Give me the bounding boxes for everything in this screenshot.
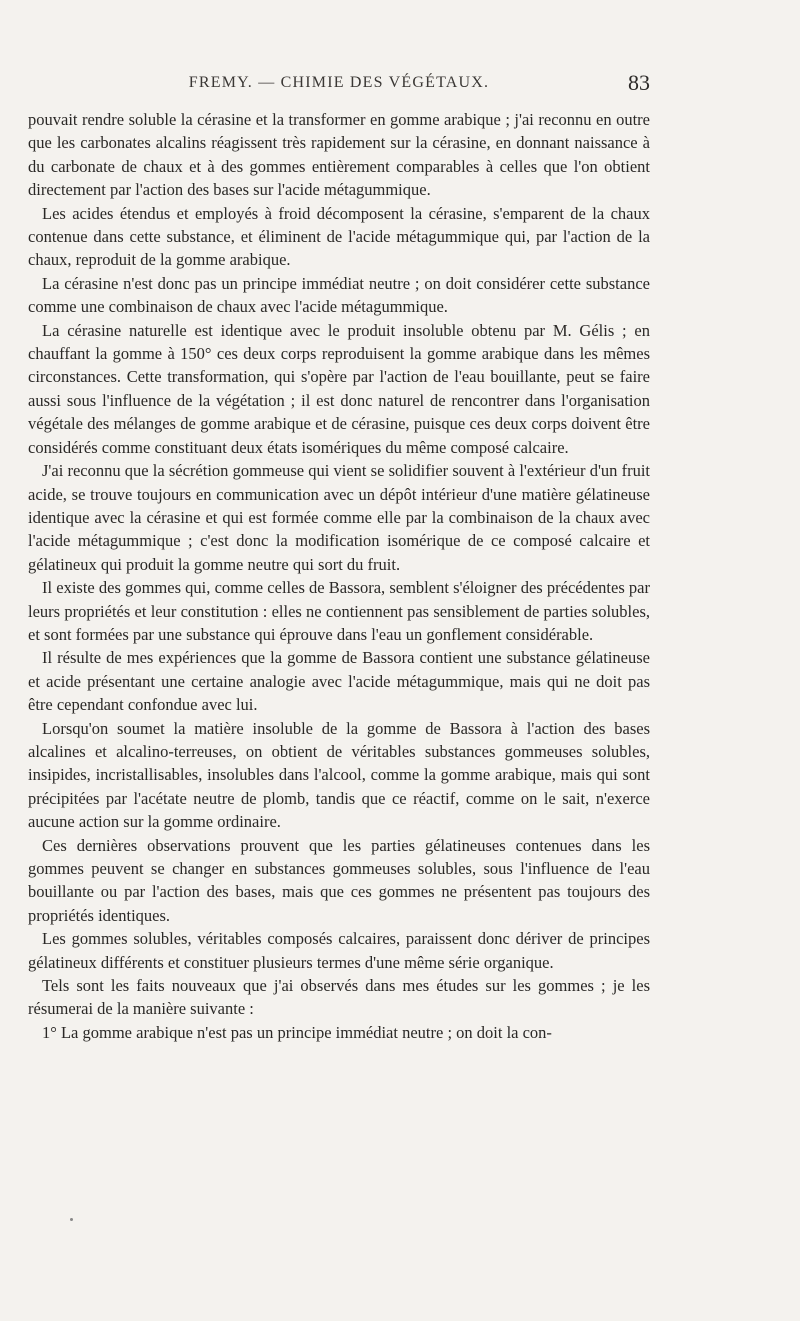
paragraph: La cérasine naturelle est identique avec le produit insoluble obtenu par M. Gélis ; en chauffant la gomme à 150° ces deux corps reproduisent la gomme arabique dans les mêmes circonstances. Cette transformation, qui s'opère par l'action de l'eau bouillante, peut se faire aussi sous l'influence de la végétation ; il est donc naturel de rencontrer dans l'organisation végétale des mélanges de gomme arabique et de cérasine, puisque ces deux corps doivent être considérés comme constituant deux états isomériques du même composé calcaire. bbox=[28, 320, 650, 457]
paragraph: Les gommes solubles, véritables composés calcaires, paraissent donc dériver de principes gélatineux différents et constituer plusieurs termes d'une même série organique. bbox=[28, 929, 650, 972]
paragraph: Tels sont les faits nouveaux que j'ai observés dans mes études sur les gommes ; je les résumerai de la manière suivante : bbox=[28, 976, 650, 1019]
paragraph: 1° La gomme arabique n'est pas un principe immédiat neutre ; on doit la con- bbox=[42, 1022, 552, 1042]
print-speck bbox=[70, 1218, 73, 1221]
paragraph: Il existe des gommes qui, comme celles de Bassora, semblent s'éloigner des précédentes par leurs propriétés et leur constitution : elles ne contiennent pas sensiblement de parties solubles, et sont formées par une substance qui éprouve dans l'eau un gonflement considérable. bbox=[28, 578, 650, 644]
paragraph: Il résulte de mes expériences que la gomme de Bassora contient une substance gélatineuse et acide présentant une certaine analogie avec l'acide métagummique, mais qui ne doit pas être cependant confondue avec lui. bbox=[28, 648, 650, 715]
paragraph: pouvait rendre soluble la cérasine et la transformer en gomme arabique ; j'ai reconnu en outre que les carbonates alcalins réagissent très rapidement sur la cérasine, en donnant naissance à du carbonate de chaux et à des gommes entièrement comparables à celles que l'on obtient directement par l'action des bases sur l'acide métagummique. bbox=[28, 110, 650, 200]
paragraph: La cérasine n'est donc pas un principe immédiat neutre ; on doit considérer cette substance comme une combinaison de chaux avec l'acide métagummique. bbox=[28, 273, 650, 317]
paragraph: J'ai reconnu que la sécrétion gommeuse qui vient se solidifier souvent à l'extérieur d'un fruit acide, se trouve toujours en communication avec un dépôt intérieur d'une matière gélatineuse identique avec la cérasine et qui est formée comme elle par la combinaison de la chaux avec l'acide métagummique ; c'est donc la modification isomérique de ce composé calcaire et gélatineux qui produit la gomme neutre qui sort du fruit. bbox=[28, 461, 650, 574]
paragraph: Lorsqu'on soumet la matière insoluble de la gomme de Bassora à l'action des bases alcalines et alcalino-terreuses, on obtient de véritables substances gommeuses solubles, insipides, incristallisables, insolubles dans l'alcool, comme la gomme arabique, mais qui sont précipitées par l'acétate neutre de plomb, tandis que ce réactif, comme on le sait, n'exerce aucune action sur la gomme ordinaire. bbox=[28, 718, 650, 832]
page-number: 83 bbox=[628, 70, 650, 95]
paragraph: Les acides étendus et employés à froid décomposent la cérasine, s'emparent de la chaux contenue dans cette substance, et éliminent de l'acide métagummique qui, par l'action de la chaux, reproduit de la gomme arabique. bbox=[28, 203, 650, 270]
running-title: FREMY. — CHIMIE DES VÉGÉTAUX. bbox=[188, 74, 490, 91]
page-header bbox=[28, 70, 650, 100]
body-text bbox=[28, 108, 650, 1044]
paragraph: Ces dernières observations prouvent que les parties gélatineuses contenues dans les gommes peuvent se changer en substances gommeuses solubles, sous l'influence de l'eau bouillante ou par l'action des bases, mais que ces gommes ne présentent pas toujours des propriétés identiques. bbox=[28, 835, 650, 925]
